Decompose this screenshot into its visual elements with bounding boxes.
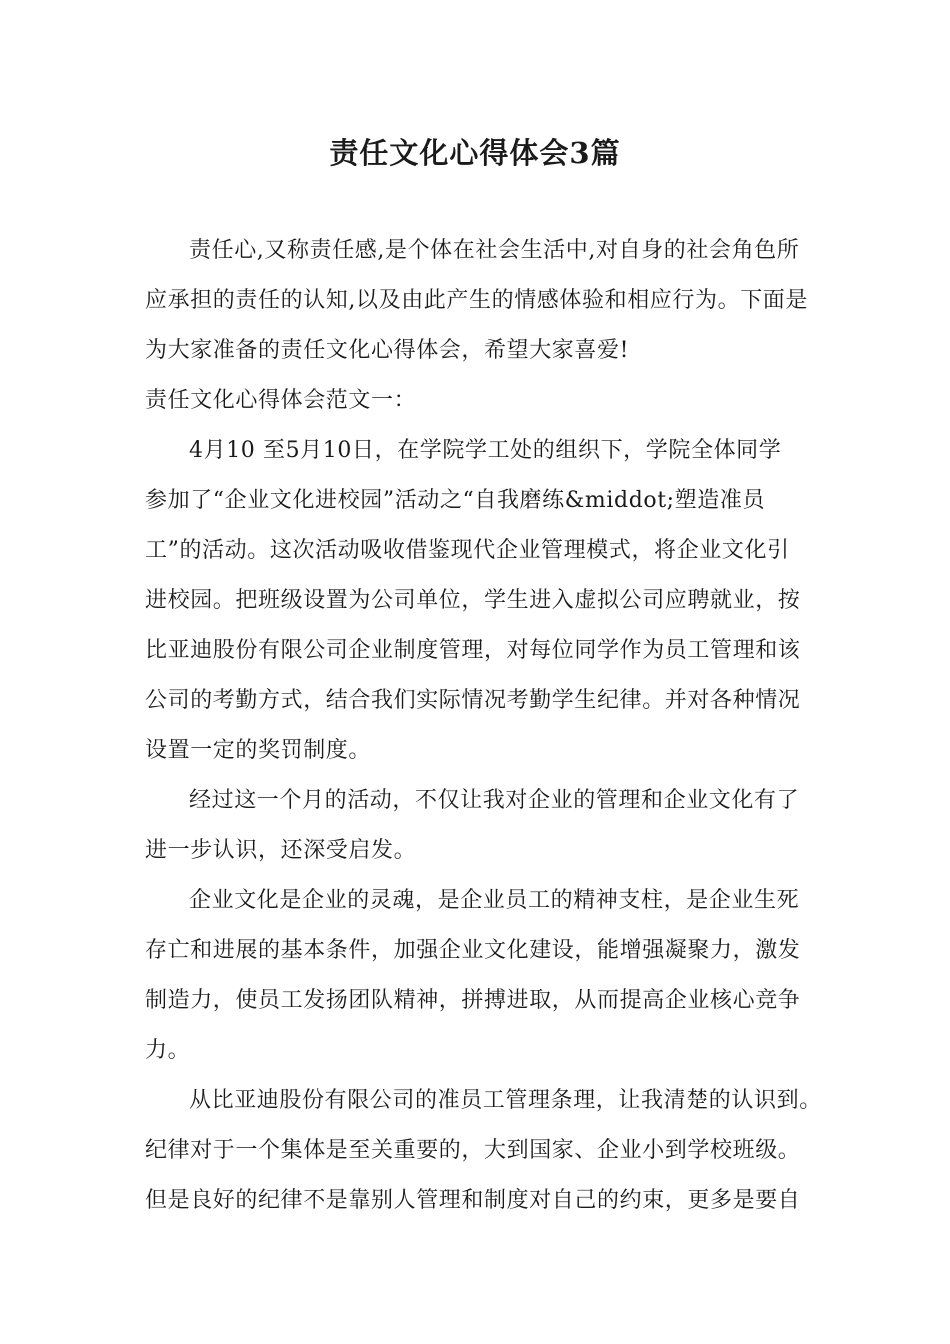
text-line: 为大家准备的责任文化心得体会，希望大家喜爱!	[145, 338, 630, 363]
text-line: 进校园。把班级设置为公司单位，学生进入虚拟公司应聘就业，按	[145, 588, 801, 613]
text-line: 进一步认识，还深受启发。	[145, 838, 417, 863]
text-line: 比亚迪股份有限公司企业制度管理，对每位同学作为员工管理和该	[145, 638, 801, 663]
text-line: 设置一定的奖罚制度。	[145, 738, 372, 763]
text-line: 公司的考勤方式，结合我们实际情况考勤学生纪律。并对各种情况	[145, 688, 801, 713]
text-line: 存亡和进展的基本条件，加强企业文化建设，能增强凝聚力，激发	[145, 938, 801, 963]
text-line: 经过这一个月的活动，不仅让我对企业的管理和企业文化有了	[189, 788, 800, 813]
text-line: 责任心,又称责任感,是个体在社会生活中,对自身的社会角色所	[189, 238, 800, 263]
text-line: 参加了“企业文化进校园”活动之“自我磨练&middot;塑造准员	[145, 488, 766, 513]
text-line: 工”的活动。这次活动吸收借鉴现代企业管理模式，将企业文化引	[145, 538, 790, 563]
document-title: 责任文化心得体会3篇	[329, 136, 621, 170]
text-line: 制造力，使员工发扬团队精神，拼搏进取，从而提高企业核心竞争	[145, 988, 801, 1013]
text-line: 从比亚迪股份有限公司的准员工管理条理，让我清楚的认识到。	[189, 1088, 822, 1113]
section-heading: 责任文化心得体会范文一：	[145, 388, 417, 413]
text-line: 力。	[145, 1038, 191, 1063]
document-body	[145, 226, 825, 1226]
text-line: 纪律对于一个集体是至关重要的，大到国家、企业小到学校班级。	[145, 1138, 801, 1163]
text-line: 但是良好的纪律不是靠别人管理和制度对自己的约束，更多是要自	[145, 1188, 801, 1213]
text-line: 应承担的责任的认知,以及由此产生的情感体验和相应行为。下面是	[145, 288, 808, 313]
text-line: 4月10 至5月10日，在学院学工处的组织下，学院全体同学	[189, 438, 782, 463]
text-line: 企业文化是企业的灵魂，是企业员工的精神支柱，是企业生死	[189, 888, 800, 913]
